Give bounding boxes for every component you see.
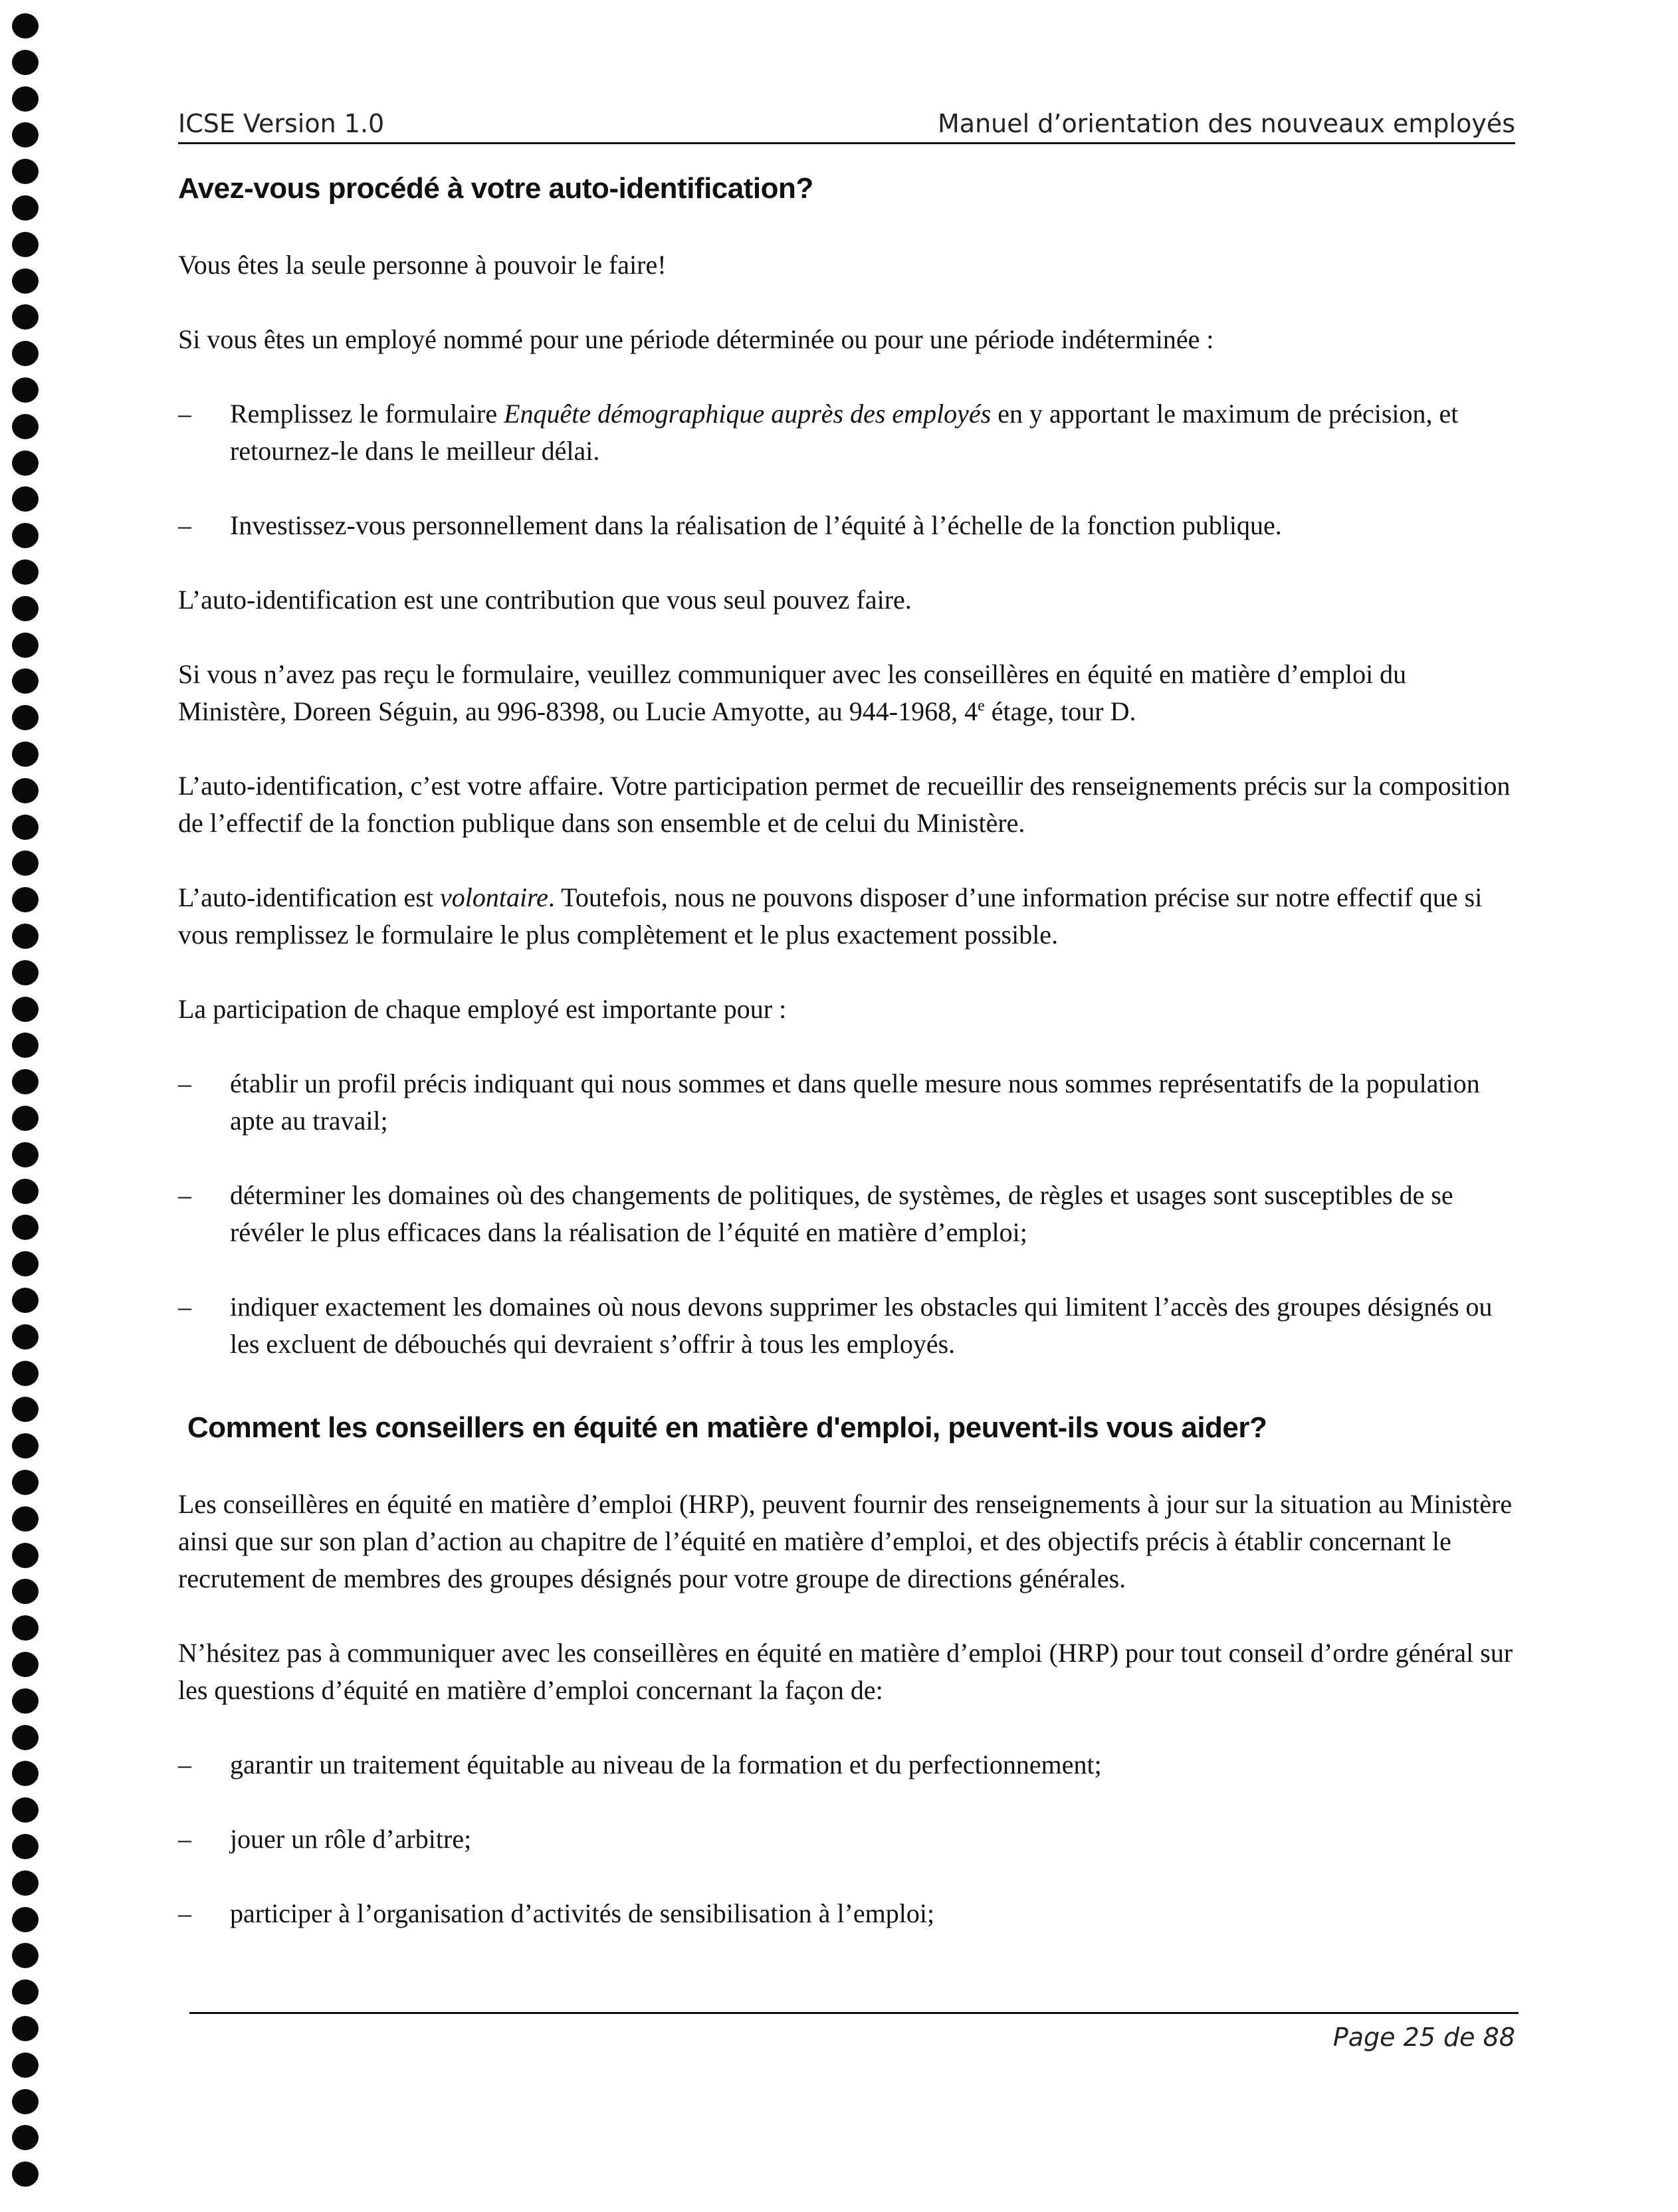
dash-marker: – xyxy=(178,1823,191,1854)
binding-hole xyxy=(12,1106,39,1131)
binding-hole xyxy=(12,705,39,730)
dash-marker: – xyxy=(178,1749,191,1779)
binding-hole xyxy=(12,86,39,112)
binding-hole xyxy=(12,1433,39,1458)
binding-hole xyxy=(12,13,39,39)
list-item-text: Investissez-vous personnellement dans la réalisation de l’équité à l’échelle de la fonction publique. xyxy=(230,510,1282,540)
binding-hole xyxy=(12,1907,39,1932)
binding-hole xyxy=(12,1361,39,1386)
paragraph: Les conseillères en équité en matière d’emploi (HRP), peuvent fournir des renseignements à jour sur la situation au Ministère ainsi que sur son plan d’action au chapitre de l’équité en matière d’emploi, et des objectifs précis à établir concernant le recrutement de membres des groupes désignés pour votre groupe de directions générales. xyxy=(178,1488,1513,1593)
binding-hole xyxy=(12,2016,39,2041)
binding-hole xyxy=(12,377,39,403)
binding-hole xyxy=(12,414,39,439)
list-item-text: Remplissez le formulaire xyxy=(230,398,504,429)
binding-hole xyxy=(12,1324,39,1350)
binding-hole xyxy=(12,1251,39,1276)
dash-marker: – xyxy=(178,1898,191,1928)
binding-hole xyxy=(12,1652,39,1677)
paragraph: L’auto-identification est une contribution que vous seul pouvez faire. xyxy=(178,584,912,615)
binding-hole xyxy=(12,50,39,75)
binding-hole xyxy=(12,451,39,476)
binding-hole xyxy=(12,304,39,330)
list-item xyxy=(178,395,1515,470)
dash-list-importance xyxy=(178,1065,1515,1363)
binding-hole xyxy=(12,1761,39,1786)
list-item xyxy=(178,507,1515,544)
binding-hole xyxy=(12,2053,39,2078)
binding-hole xyxy=(12,960,39,985)
superscript: e xyxy=(978,697,985,715)
dash-marker: – xyxy=(178,1179,191,1210)
dash-marker: – xyxy=(178,510,191,540)
list-item-text: établir un profil précis indiquant qui nous sommes et dans quelle mesure nous sommes représentatifs de la population apte au travail; xyxy=(230,1068,1480,1136)
paragraph-text: étage, tour D. xyxy=(984,696,1136,726)
paragraph: La participation de chaque employé est importante pour : xyxy=(178,993,787,1024)
binding-hole xyxy=(12,1688,39,1714)
binding-hole xyxy=(12,1797,39,1823)
binding-hole xyxy=(12,924,39,949)
list-item xyxy=(178,1821,1515,1858)
section-title-advisors: Comment les conseillers en équité en matière d'emploi, peuvent-ils vous aider? xyxy=(187,1411,1267,1444)
page-number: Page 25 de 88 xyxy=(1332,2023,1515,2052)
page-header xyxy=(178,105,1515,144)
binding-hole xyxy=(12,268,39,294)
binding-hole xyxy=(12,1470,39,1495)
binding-hole xyxy=(12,633,39,658)
italic-word: volontaire xyxy=(439,882,548,912)
binding-hole xyxy=(12,742,39,767)
binding-hole xyxy=(12,778,39,803)
paragraph-contacts xyxy=(178,656,1515,730)
binding-hole xyxy=(12,1579,39,1604)
binding-hole xyxy=(12,1870,39,1896)
list-item-text: participer à l’organisation d’activités de sensibilisation à l’emploi; xyxy=(230,1898,935,1928)
paragraph-text: L’auto-identification est xyxy=(178,882,440,912)
dash-marker: – xyxy=(178,1291,191,1322)
list-item xyxy=(178,1746,1515,1783)
footer-rule xyxy=(189,2012,1519,2014)
binding-hole xyxy=(12,1725,39,1750)
binding-hole xyxy=(12,2089,39,2114)
paragraph: L’auto-identification, c’est votre affaire. Votre participation permet de recueillir des renseignements précis sur la composition de l’effectif de la fonction publique dans son ensemble et de celui du Ministère. xyxy=(178,770,1511,838)
paragraph: N’hésitez pas à communiquer avec les conseillères en équité en matière d’emploi (HRP) pour tout conseil d’ordre général sur les questions d’équité en matière d’emploi concernant la façon de: xyxy=(178,1637,1513,1705)
list-item xyxy=(178,1288,1515,1363)
binding-hole xyxy=(12,1215,39,1240)
binding-hole xyxy=(12,195,39,221)
binding-hole xyxy=(12,1069,39,1094)
binding-hole xyxy=(12,122,39,148)
list-item xyxy=(178,1895,1515,1932)
page-content xyxy=(178,171,1515,1969)
binding-hole xyxy=(12,559,39,585)
binding-hole xyxy=(12,1543,39,1568)
binding-hole xyxy=(12,159,39,184)
binding-hole xyxy=(12,1179,39,1204)
binding-hole xyxy=(12,1979,39,2005)
binding-hole xyxy=(12,232,39,257)
dash-list-advice xyxy=(178,1746,1515,1932)
list-item-text: indiquer exactement les domaines où nous devons supprimer les obstacles qui limitent l’accès des groupes désignés ou les excluent de débouchés qui devraient s’offrir à tous les employés. xyxy=(230,1291,1493,1359)
list-item-text: garantir un traitement équitable au niveau de la formation et du perfectionnement; xyxy=(230,1749,1102,1779)
binding-hole xyxy=(12,1506,39,1532)
binding-hole xyxy=(12,486,39,512)
header-manual-title: Manuel d’orientation des nouveaux employés xyxy=(938,109,1515,138)
paragraph-voluntary xyxy=(178,879,1515,954)
binding-hole xyxy=(12,1033,39,1058)
header-version: ICSE Version 1.0 xyxy=(178,109,385,138)
binding-hole xyxy=(12,2162,39,2187)
list-item xyxy=(178,1065,1515,1140)
binding-hole xyxy=(12,815,39,840)
binding-hole xyxy=(12,1142,39,1167)
list-item-text: en y apportant le maximum de précision, et retournez-le dans le meilleur délai. xyxy=(230,398,1459,466)
binding-hole xyxy=(12,341,39,366)
paragraph-text: Si vous n’avez pas reçu le formulaire, veuillez communiquer avec les conseillères en équité en matière d’emploi du Ministère, Doreen Séguin, au 996-8398, ou Lucie Amyotte, au 944-1968, 4 xyxy=(178,658,1407,726)
binding-hole xyxy=(12,1943,39,1968)
binding-hole xyxy=(12,851,39,876)
dash-marker: – xyxy=(178,398,191,429)
binding-hole xyxy=(12,1288,39,1313)
binding-hole xyxy=(12,997,39,1022)
binding-hole xyxy=(12,2125,39,2150)
binding-hole xyxy=(12,668,39,694)
paragraph: Vous êtes la seule personne à pouvoir le faire! xyxy=(178,249,667,280)
paragraph-text: . Toutefois, nous ne pouvons disposer d’une information précise sur notre effectif que si vous remplissez le formulaire le plus complètement et le plus exactement possible. xyxy=(178,882,1483,950)
binding-holes xyxy=(12,13,40,2199)
binding-hole xyxy=(12,1834,39,1859)
binding-hole xyxy=(12,887,39,912)
binding-hole xyxy=(12,523,39,548)
list-item-text: jouer un rôle d’arbitre; xyxy=(230,1823,472,1854)
dash-list-instructions xyxy=(178,395,1515,544)
binding-hole xyxy=(12,1397,39,1422)
list-item-text: déterminer les domaines où des changements de politiques, de systèmes, de règles et usages sont susceptibles de se révéler le plus efficaces dans la réalisation de l’équité en matière d’emploi; xyxy=(230,1179,1453,1247)
binding-hole xyxy=(12,596,39,621)
form-title-italic: Enquête démographique auprès des employés xyxy=(504,398,992,429)
paragraph: Si vous êtes un employé nommé pour une période déterminée ou pour une période indéterminée : xyxy=(178,324,1214,354)
section-title-self-identification: Avez-vous procédé à votre auto-identification? xyxy=(178,172,813,205)
list-item xyxy=(178,1177,1515,1251)
dash-marker: – xyxy=(178,1068,191,1098)
binding-hole xyxy=(12,1615,39,1641)
